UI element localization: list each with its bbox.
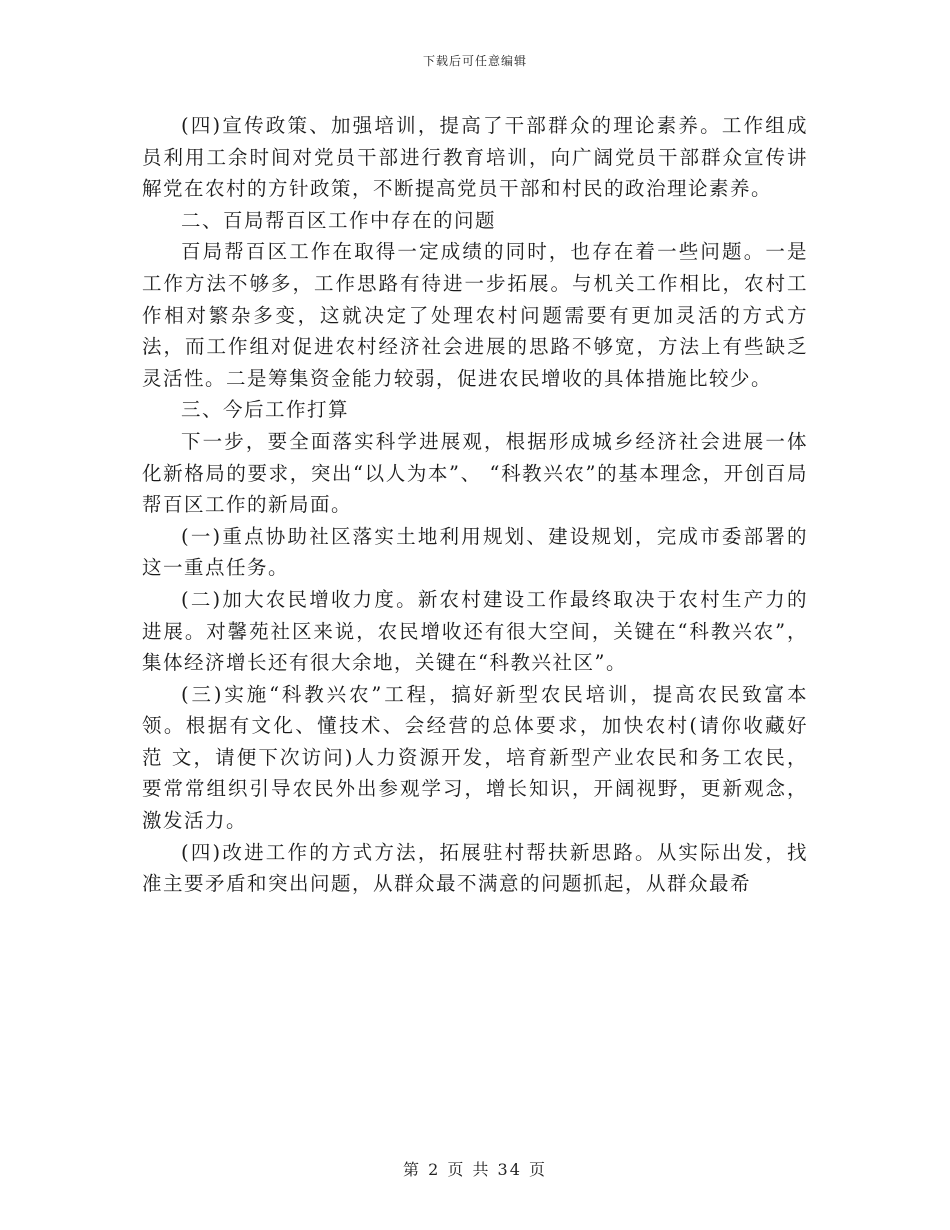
page-header: 下载后可任意编辑 <box>422 54 527 68</box>
section-heading-2: 二、百局帮百区工作中存在的问题 <box>181 208 497 232</box>
paragraph-9: (四)改进工作的方式方法，拓展驻村帮扶新思路。从实际出发，找准主要矛盾和突出问题，从群众最不满意的问题抓起，从群众最希 <box>142 840 808 896</box>
paragraph-1: (四)宣传政策、加强培训，提高了干部群众的理论素养。工作组成员利用工余时间对党员干部进行教育培训，向广阔党员干部群众宣传讲解党在农村的方针政策，不断提高党员干部和村民的政治理论素养。 <box>142 114 808 201</box>
paragraph-7: (二)加大农民增收力度。新农村建设工作最终取决于农村生产力的进展。对馨苑社区来说，农民增收还有很大空间，关键在“科教兴农”，集体经济增长还有很大余地，关键在“科教兴社区”。 <box>142 587 808 675</box>
paragraph-6: (一)重点协助社区落实土地利用规划、建设规划，完成市委部署的这一重点任务。 <box>142 524 808 580</box>
paragraph-5: 下一步，要全面落实科学进展观，根据形成城乡经济社会进展一体化新格局的要求，突出“以人为本”、 “科教兴农”的基本理念，开创百局帮百区工作的新局面。 <box>142 429 808 517</box>
section-heading-3: 三、今后工作打算 <box>181 398 350 422</box>
paragraph-8: (三)实施“科教兴农”工程，搞好新型农民培训，提高农民致富本领。根据有文化、懂技术、会经营的总体要求，加快农村(请你收藏好 范 文，请便下次访问)人力资源开发，培育新型产业农民和务工农民，要常常组织引导农民外出参观学习，增长知识，开阔视野，更新观念，激发活力。 <box>142 682 808 833</box>
document-body <box>142 110 808 900</box>
page-number: 第 2 页 共 34 页 <box>403 1160 547 1179</box>
paragraph-3: 百局帮百区工作在取得一定成绩的同时，也存在着一些问题。一是工作方法不够多，工作思路有待进一步拓展。与机关工作相比，农村工作相对繁杂多变，这就决定了处理农村问题需要有更加灵活的方式方法，而工作组对促进农村经济社会进展的思路不够宽，方法上有些缺乏灵活性。二是筹集资金能力较弱，促进农民增收的具体措施比较少。 <box>142 240 808 390</box>
